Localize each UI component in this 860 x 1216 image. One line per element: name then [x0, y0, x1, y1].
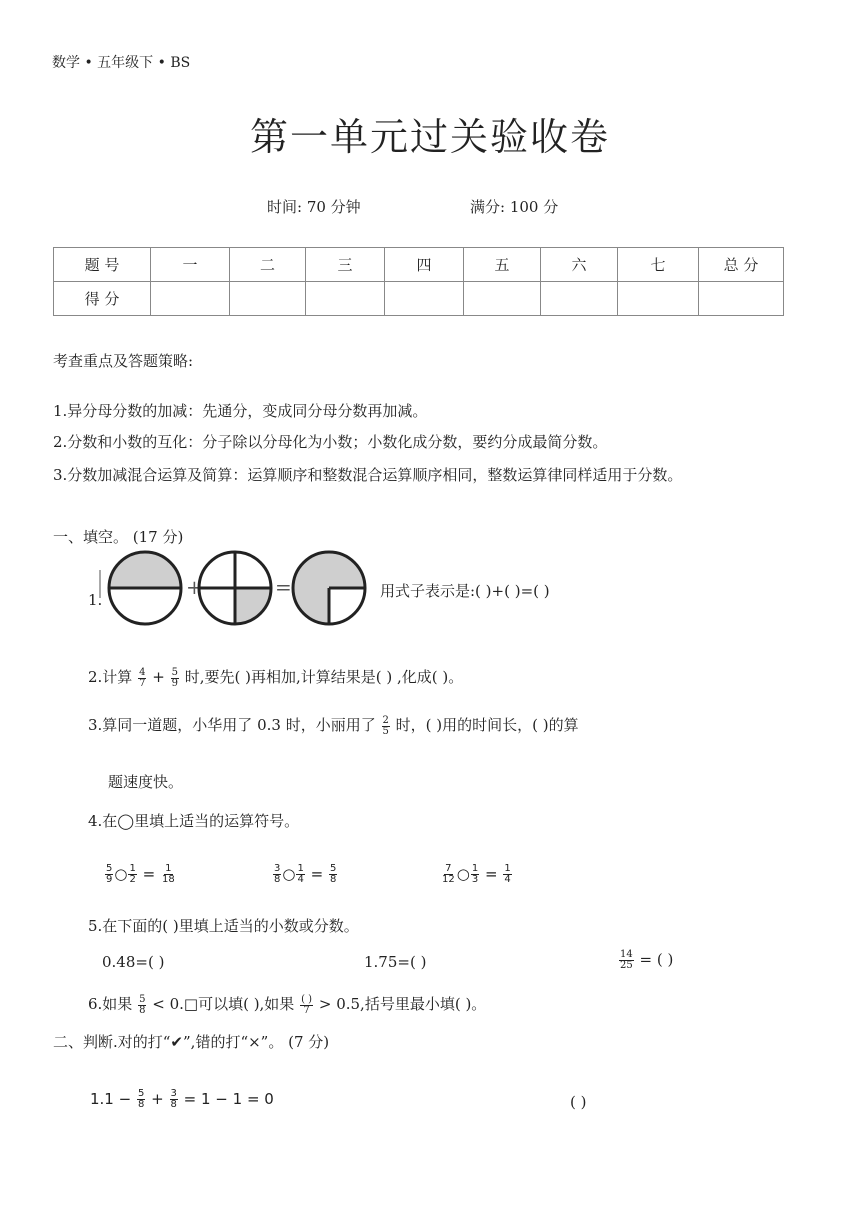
score-input-cell[interactable] — [541, 282, 618, 316]
q4-equation: $\frac{7}{12}$ ○ $\frac{1}{3}$ = $\frac{1}{4}$ — [442, 863, 511, 885]
q2-pre: 2.计算 — [88, 668, 133, 686]
circle-quarter-icon — [199, 552, 271, 624]
score-input-cell[interactable] — [699, 282, 784, 316]
table-cell: 六 — [541, 248, 618, 282]
fraction: $\frac{2}{5}$ — [382, 714, 389, 737]
score-input-cell[interactable] — [306, 282, 385, 316]
q2 — [88, 666, 463, 689]
q5-a: 0.48=( ) — [102, 953, 165, 971]
section2-heading: 二、判断.对的打“✔”,错的打“×”。 (7 分) — [53, 1033, 330, 1051]
table-cell: 五 — [464, 248, 541, 282]
exam-full-score: 满分: 100 分 — [470, 198, 559, 216]
s2-q1: 1.1 − $\frac{5}{8}$ + $\frac{3}{8}$ = 1 − 1 = 0 — [90, 1088, 274, 1110]
score-table-header-row — [54, 248, 784, 282]
q2-post: 时,要先( )再相加,计算结果是( ) ,化成( )。 — [184, 668, 464, 686]
operator-circle[interactable]: ○ — [282, 865, 296, 883]
q4-equation: $\frac{3}{8}$ ○ $\frac{1}{4}$ = $\frac{5}{8}$ — [274, 863, 337, 885]
s2-q1-answer-paren[interactable]: ( ) — [570, 1093, 587, 1111]
circle-three-quarters-icon — [293, 552, 365, 624]
score-table — [53, 247, 784, 316]
table-cell: 三 — [306, 248, 385, 282]
circle-half-icon — [100, 552, 181, 624]
q5-b: 1.75=( ) — [364, 953, 427, 971]
table-cell: 四 — [385, 248, 464, 282]
fraction: $\frac{5}{9}$ — [171, 666, 178, 689]
q4-equation: $\frac{5}{9}$ ○ $\frac{1}{2}$ = $\frac{1}{18}$ — [106, 863, 175, 885]
plus-sign: + — [186, 575, 203, 599]
q3-pre: 3.算同一道题，小华用了 0.3 时，小丽用了 — [88, 716, 376, 734]
section1-heading: 一、填空。 (17 分) — [53, 528, 184, 546]
score-input-cell[interactable] — [464, 282, 541, 316]
q3-post: 时，( )用的时间长，( )的算 — [395, 716, 579, 734]
table-cell: 题 号 — [54, 248, 151, 282]
page-title: 第一单元过关验收卷 — [249, 115, 610, 159]
table-cell: 得 分 — [54, 282, 151, 316]
plus-sign: + — [152, 668, 165, 686]
score-input-cell[interactable] — [385, 282, 464, 316]
strategy-title: 考查重点及答题策略: — [53, 352, 194, 370]
operator-circle[interactable]: ○ — [456, 865, 470, 883]
score-input-cell[interactable] — [230, 282, 306, 316]
operator-circle[interactable]: ○ — [114, 865, 128, 883]
table-cell: 二 — [230, 248, 306, 282]
score-table-score-row — [54, 282, 784, 316]
fraction: $\frac{4}{7}$ — [139, 666, 146, 689]
q3-continued: 题速度快。 — [108, 773, 184, 791]
score-input-cell[interactable] — [618, 282, 699, 316]
q4-text: 4.在◯里填上适当的运算符号。 — [88, 812, 300, 830]
q5-text: 5.在下面的( )里填上适当的小数或分数。 — [88, 917, 359, 935]
q5-c: $\frac{14}{25}$ = ( ) — [620, 949, 674, 971]
fraction-circles-figure — [98, 548, 378, 628]
table-cell: 总 分 — [699, 248, 784, 282]
table-cell: 七 — [618, 248, 699, 282]
strategy-item: 1.异分母分数的加减：先通分，变成同分母分数再加减。 — [53, 402, 428, 420]
subject-line: 数学 • 五年级下 • BS — [52, 55, 191, 71]
exam-time: 时间: 70 分钟 — [267, 198, 361, 216]
q6: 6.如果 $\frac{5}{8}$ < 0.□可以填( ),如果 $\frac{( )}{7}$ > 0.5,括号里最小填( )。 — [88, 993, 487, 1016]
q1-label: 1. — [88, 591, 103, 609]
q3 — [88, 714, 579, 737]
equals-sign: = — [275, 575, 292, 599]
score-input-cell[interactable] — [151, 282, 230, 316]
table-cell: 一 — [151, 248, 230, 282]
q1-text: 用式子表示是:( )+( )=( ) — [380, 582, 550, 600]
strategy-item: 2.分数和小数的互化：分子除以分母化为小数；小数化成分数，要约分成最简分数。 — [53, 433, 608, 451]
strategy-item: 3.分数加减混合运算及简算：运算顺序和整数混合运算顺序相同，整数运算律同样适用于分数。 — [53, 466, 683, 484]
